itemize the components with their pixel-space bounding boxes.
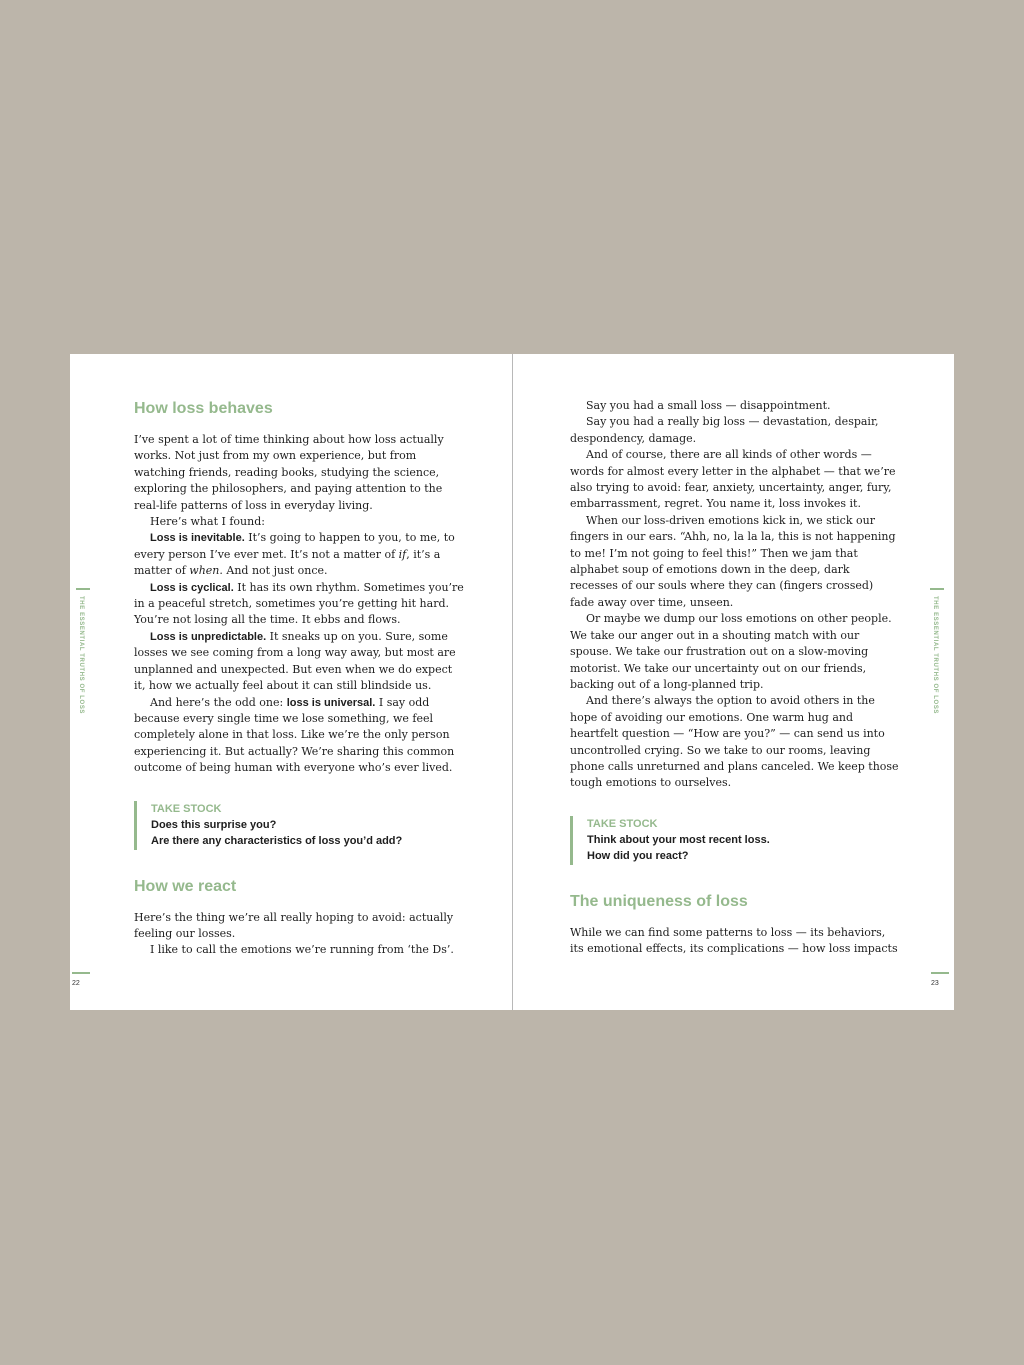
paragraph: Say you had a really big loss — devastation, despair, despondency, damage. [570, 415, 879, 445]
text-run: . And not just once. [219, 564, 328, 578]
left-page [70, 354, 512, 1010]
page-number: 23 [931, 980, 939, 987]
section-heading: The uniqueness of loss [570, 892, 748, 910]
paragraph: Here’s the thing we’re all really hoping to avoid: actually feeling our losses. [134, 910, 454, 940]
folio-marker [931, 972, 949, 974]
text-run: And here’s the odd one: [150, 695, 287, 709]
take-stock-box [134, 801, 464, 850]
italic-word: when [189, 564, 220, 578]
text-run: It has its own rhythm. Sometimes you’re in a peaceful stretch, sometimes you’re getting hit hard. You’re not losing all the time. It ebbs and flows. [134, 580, 464, 627]
bold-phrase: Loss is cyclical. [150, 581, 234, 594]
side-tab-marker [930, 588, 944, 590]
paragraph: While we can find some patterns to loss — its behaviors, its emotional effects, its complications — how loss impacts [570, 925, 898, 956]
paragraph: Say you had a small loss — disappointment. [586, 399, 831, 412]
left-page-content [134, 398, 464, 959]
take-stock-label: TAKE STOCK [587, 817, 658, 830]
right-page [513, 354, 954, 1010]
take-stock-label: TAKE STOCK [151, 802, 222, 815]
section-heading: How loss behaves [134, 400, 273, 417]
paragraph-inevitable [134, 530, 464, 579]
paragraph-universal [134, 695, 464, 777]
take-stock-question: Are there any characteristics of loss you’d add? [151, 835, 403, 848]
section-heading: How we react [134, 877, 237, 895]
text-run: , it’s a matter of [134, 547, 441, 578]
page-number: 22 [72, 980, 80, 987]
paragraph-unpredictable [134, 629, 464, 695]
page-number-block [931, 972, 949, 987]
page-number-block [72, 972, 90, 987]
paragraph-cyclical [134, 580, 464, 629]
right-page-content [570, 398, 900, 958]
take-stock-question: Does this surprise you? [151, 818, 277, 831]
paragraph: I’ve spent a lot of time thinking about how loss actually works. Not just from my own experience, but from watching friends, reading books, studying the science, exploring the philosophers, and paying attention to the real-life patterns of loss in everyday living. [134, 433, 444, 512]
take-stock-box [570, 816, 900, 865]
bold-phrase: Loss is unpredictable. [150, 630, 267, 643]
text-run: I say odd because every single time we lose something, we feel completely alone in that loss. Like we’re the only person experiencing it. But actually? We’re sharing this common outcome of being human with everyone who’s ever lived. [134, 695, 455, 775]
bold-phrase: Loss is inevitable. [150, 532, 245, 545]
paragraph: And of course, there are all kinds of other words — words for almost every letter in the alphabet — that we’re also trying to avoid: fear, anxiety, uncertainty, anger, fury, embarrassment, regret. You name it, loss invokes it. [570, 448, 896, 511]
paragraph: Or maybe we dump our loss emotions on other people. We take our anger out in a shouting match with our spouse. We take our frustration out on a slow-moving motorist. We take our uncertainty out on our friends, backing out of a long-planned trip. [570, 612, 892, 691]
take-stock-question: How did you react? [587, 850, 689, 863]
italic-word: if [398, 547, 407, 561]
side-tab-marker [76, 588, 90, 590]
right-side-tab [930, 584, 944, 734]
take-stock-question: Think about your most recent loss. [587, 833, 770, 846]
paragraph: I like to call the emotions we’re running from ‘the Ds’. [150, 943, 454, 957]
folio-marker [72, 972, 90, 974]
left-side-tab [76, 584, 90, 734]
text-run: It’s going to happen to you, to me, to every person I’ve ever met. It’s not a matter of [134, 531, 455, 561]
text-run: It sneaks up on you. Sure, some losses we see coming from a long way away, but most are unplanned and unexpected. But even when we do expect it, how we actually feel about it can still blindside us. [134, 629, 456, 693]
paragraph: Here’s what I found: [150, 515, 265, 529]
bold-phrase: loss is universal. [286, 696, 376, 709]
book-spread [70, 354, 954, 1010]
paragraph: When our loss-driven emotions kick in, we stick our fingers in our ears. “Ahh, no, la la la, this is not happening to me! I’m not going to feel this!” Then we jam that alphabet soup of emotions down in the deep, dark recesses of our souls where they can (fingers crossed) fade away over time, unseen. [570, 513, 896, 609]
running-section-label: THE ESSENTIAL TRUTHS OF LOSS [932, 596, 938, 715]
running-section-label: THE ESSENTIAL TRUTHS OF LOSS [78, 596, 84, 715]
paragraph: And there’s always the option to avoid others in the hope of avoiding our emotions. One warm hug and heartfelt question — “How are you?” — can send us into uncontrolled crying. So we take to our rooms, leaving phone calls unreturned and plans canceled. We keep those tough emotions to ourselves. [570, 694, 899, 790]
